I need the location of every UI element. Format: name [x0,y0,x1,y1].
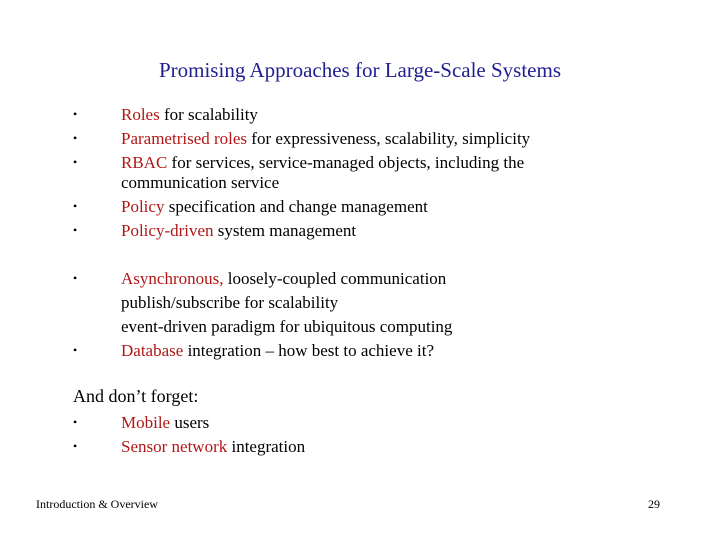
bullet: • [73,343,78,357]
highlight-text: Database [121,341,184,360]
highlight-text: Mobile [121,413,171,432]
bullet: • [73,415,78,429]
item-text: for scalability [159,105,258,124]
page-number: 29 [648,497,660,511]
item-text: system management [213,221,357,240]
item-text-continuation: event-driven paradigm for ubiquitous computing [121,317,453,336]
bullet: • [73,107,78,121]
highlight-text: Asynchronous, [121,269,224,288]
item-text: users [170,413,210,432]
highlight-text: RBAC [121,153,168,172]
footer-label: Introduction & Overview [36,497,158,511]
bullet: • [73,439,78,453]
item-text-continuation: communication service [121,173,280,192]
section-heading: And don’t forget: [73,386,199,406]
highlight-text: Roles [121,105,160,124]
bullet: • [73,223,78,237]
highlight-text: Sensor network [121,437,228,456]
highlight-text: Policy-driven [121,221,214,240]
item-text: integration – how best to achieve it? [183,341,434,360]
bullet: • [73,271,78,285]
bullet: • [73,199,78,213]
item-text-continuation: publish/subscribe for scalability [121,293,339,312]
item-text: for services, service-managed objects, including the [167,153,525,172]
bullet: • [73,155,78,169]
slide-title: Promising Approaches for Large-Scale Systems [158,58,562,82]
highlight-text: Parametrised roles [121,129,248,148]
item-text: loosely-coupled communication [223,269,447,288]
item-text: specification and change management [164,197,428,216]
item-text: integration [227,437,306,456]
bullet: • [73,131,78,145]
item-text: for expressiveness, scalability, simplicity [247,129,531,148]
highlight-text: Policy [121,197,165,216]
